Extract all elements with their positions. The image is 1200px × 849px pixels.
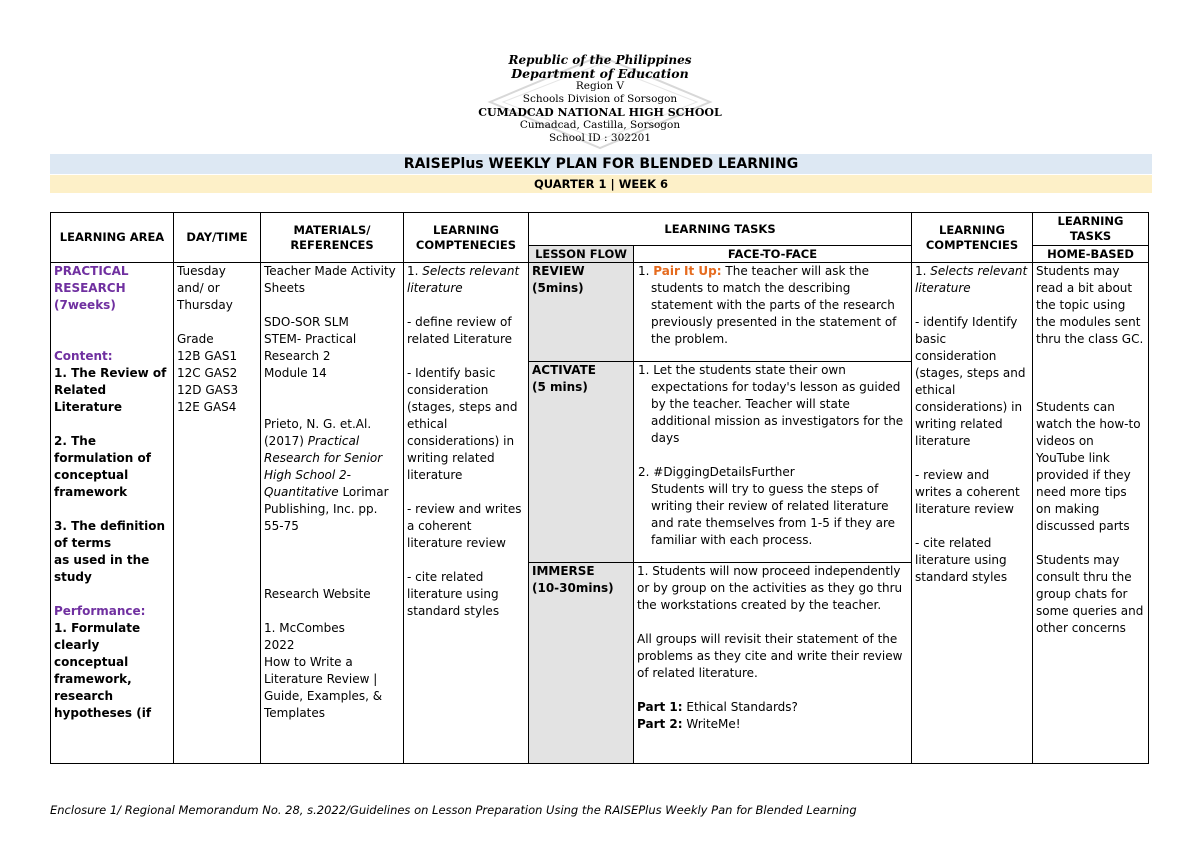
material-3-publisher: Lorimar Publishing, Inc. pp. 55-75 bbox=[264, 485, 389, 533]
material-2: SDO-SOR SLM STEM- Practical Research 2 Module 14 bbox=[264, 315, 357, 380]
school-address: Cumadcad, Castilla, Sorsogon bbox=[519, 119, 681, 131]
immerse-part-1 bbox=[637, 699, 908, 716]
competency2-2: - identify Identify basic consideration (stages, steps and ethical considerations) in writing related literature bbox=[915, 315, 1026, 448]
competency-1-text: Selects relevant literature bbox=[407, 264, 520, 295]
review-number: 1. bbox=[638, 264, 654, 278]
competency2-4: - cite related literature using standard styles bbox=[915, 536, 1008, 584]
republic-line: Republic of the Philippines bbox=[508, 53, 692, 67]
school-id: School ID : 302201 bbox=[548, 132, 652, 144]
competencies-2-cell bbox=[912, 263, 1033, 764]
region-line: Region V bbox=[575, 80, 625, 92]
material-5: 1. McCombes 2022 How to Write a Literature Review | Guide, Examples, & Templates bbox=[264, 621, 383, 720]
part-2-label: Part 2: bbox=[637, 717, 683, 731]
material-4: Research Website bbox=[264, 587, 371, 601]
competency-3: - Identify basic consideration (stages, steps and ethical considerations) in writing related literature bbox=[407, 366, 518, 482]
learning-area-cell bbox=[51, 263, 174, 764]
immerse-task-1: 1. Students will now proceed independently or by group on the activities as they go thru the workstations created by the teacher. bbox=[637, 564, 903, 612]
part-2-text: WriteMe! bbox=[682, 717, 741, 731]
letterhead bbox=[0, 52, 1200, 152]
immerse-part-2 bbox=[637, 716, 908, 733]
review-text: The teacher will ask the students to match the describing statement with the parts of the research previously presented in the statement of the problem. bbox=[651, 264, 897, 346]
material-3-author: Prieto, N. G. et.Al. (2017) bbox=[264, 417, 372, 448]
col-learning-tasks-2: LEARNING TASKS bbox=[1033, 213, 1149, 246]
part-1-text: Ethical Standards? bbox=[682, 700, 798, 714]
competency2-1 bbox=[915, 263, 1029, 297]
col-day-time: DAY/TIME bbox=[174, 213, 261, 263]
competency2-3: - review and writes a coherent literature review bbox=[915, 468, 1020, 516]
col-competencies-2: LEARNING COMPTENCIES bbox=[912, 213, 1033, 263]
activate-task-1: 1. Let the students state their own expectations for today's lesson as guided by the teacher. Teacher will state additional mission as investigators for the days bbox=[638, 363, 904, 445]
content-item-1: 1. The Review of Related Literature bbox=[54, 366, 167, 414]
col-learning-area: LEARNING AREA bbox=[51, 213, 174, 263]
competency2-1-text: Selects relevant literature bbox=[915, 264, 1028, 295]
weekly-plan-table bbox=[50, 212, 1149, 764]
competency-4: - review and writes a coherent literature review bbox=[407, 502, 522, 550]
materials-cell bbox=[261, 263, 404, 764]
col-learning-tasks: LEARNING TASKS bbox=[529, 213, 912, 246]
competency-1-number: 1. bbox=[407, 264, 423, 278]
face-activate-cell bbox=[634, 362, 912, 563]
day-time-cell bbox=[174, 263, 261, 764]
division-line: Schools Division of Sorsogon bbox=[522, 93, 678, 105]
grade-sections: Grade 12B GAS1 12C GAS2 12D GAS3 12E GAS4 bbox=[177, 332, 239, 414]
review-title: Pair It Up: bbox=[653, 264, 722, 278]
activate-task-2: Students will try to guess the steps of writing their review of related literature and rate themselves from 1-5 if they are familiar with each process. bbox=[651, 482, 896, 547]
immerse-task-2: All groups will revisit their statement of the problems as they cite and write their review of related literature. bbox=[637, 632, 903, 680]
competency-5: - cite related literature using standard styles bbox=[407, 570, 500, 618]
col-competencies: LEARNING COMPTENECIES bbox=[404, 213, 529, 263]
flow-review: REVIEW (5mins) bbox=[529, 263, 634, 362]
content-item-3: 3. The definition of terms as used in the study bbox=[54, 519, 166, 584]
face-review-cell bbox=[634, 263, 912, 362]
performance-label: Performance: bbox=[54, 604, 146, 618]
material-3-title: Practical Research for Senior High School 2- Quantitative bbox=[264, 434, 383, 499]
subject-label: PRACTICAL RESEARCH (7weeks) bbox=[54, 264, 129, 312]
header-row bbox=[51, 213, 1149, 246]
school-name: CUMADCAD NATIONAL HIGH SCHOOL bbox=[478, 106, 722, 119]
competencies-cell bbox=[404, 263, 529, 764]
activate-task-2-title: 2. #DiggingDetailsFurther bbox=[638, 465, 795, 479]
col-home-based: HOME-BASED bbox=[1033, 246, 1149, 263]
content-item-2: 2. The formulation of conceptual framework bbox=[54, 434, 151, 499]
days-text: Tuesday and/ or Thursday bbox=[177, 264, 233, 312]
quarter-week-label: QUARTER 1 | WEEK 6 bbox=[50, 175, 1152, 193]
competency-1 bbox=[407, 263, 525, 297]
col-face-to-face: FACE-TO-FACE bbox=[634, 246, 912, 263]
competency2-1-number: 1. bbox=[915, 264, 931, 278]
col-lesson-flow: LESSON FLOW bbox=[529, 246, 634, 263]
table-row-review bbox=[51, 263, 1149, 362]
material-3 bbox=[264, 416, 400, 535]
footer-note: Enclosure 1/ Regional Memorandum No. 28, s.2022/Guidelines on Lesson Preparation Using the RAISEPlus Weekly Pan for Blended Learning bbox=[50, 803, 857, 817]
flow-activate: ACTIVATE (5 mins) bbox=[529, 362, 634, 563]
home-task-2: Students can watch the how-to videos on YouTube link provided if they need more tips on making discussed parts bbox=[1036, 400, 1141, 533]
department-line: Department of Education bbox=[511, 66, 689, 81]
part-1-label: Part 1: bbox=[637, 700, 683, 714]
page-title: RAISEPlus WEEKLY PLAN FOR BLENDED LEARNING bbox=[50, 154, 1152, 174]
home-based-cell bbox=[1033, 263, 1149, 764]
content-label: Content: bbox=[54, 349, 113, 363]
performance-item-1: 1. Formulate clearly conceptual framework, research hypotheses (if bbox=[54, 621, 152, 720]
face-immerse-cell bbox=[634, 563, 912, 764]
home-task-3: Students may consult thru the group chats for some queries and other concerns bbox=[1036, 553, 1144, 635]
home-task-1: Students may read a bit about the topic using the modules sent thru the class GC. bbox=[1036, 264, 1144, 346]
material-1: Teacher Made Activity Sheets bbox=[264, 264, 396, 295]
flow-immerse: IMMERSE (10-30mins) bbox=[529, 563, 634, 764]
review-task bbox=[637, 263, 908, 348]
col-materials: MATERIALS/ REFERENCES bbox=[261, 213, 404, 263]
competency-2: - define review of related Literature bbox=[407, 315, 513, 346]
